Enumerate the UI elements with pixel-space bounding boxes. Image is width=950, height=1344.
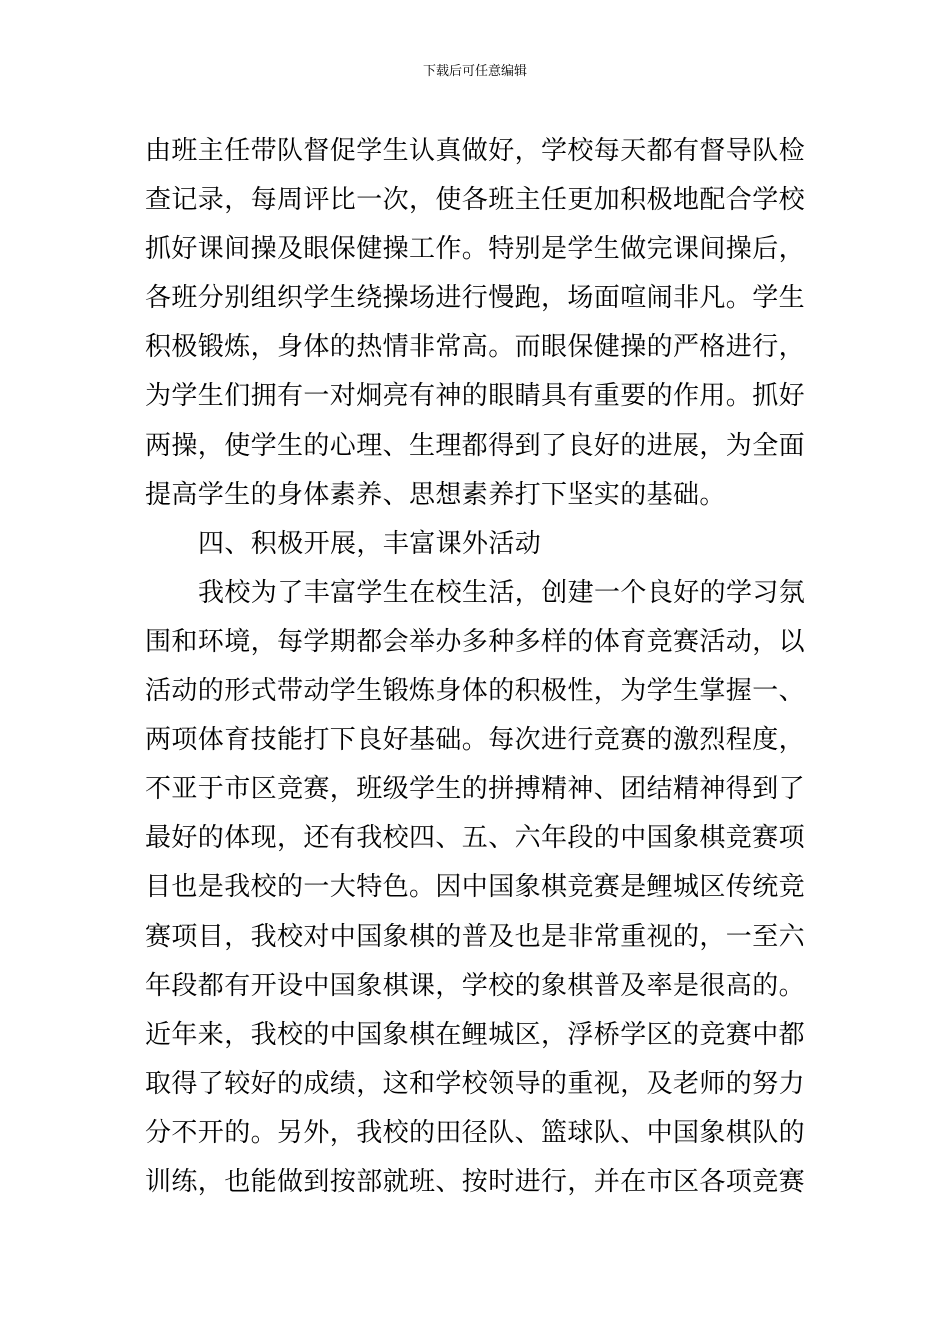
text-line: 查记录，每周评比一次，使各班主任更加积极地配合学校 [145,185,806,216]
page-header: 下载后可任意编辑 [422,64,527,79]
text-line: 两操，使学生的心理、生理都得到了良好的进展，为全面 [145,430,806,461]
text-line: 围和环境，每学期都会举办多种多样的体育竞赛活动，以 [145,626,806,657]
text-line: 由班主任带队督促学生认真做好，学校每天都有督导队检 [145,136,806,166]
text-line: 活动的形式带动学生锻炼身体的积极性，为学生掌握一、 [145,676,806,707]
text-line: 目也是我校的一大特色。因中国象棋竞赛是鲤城区传统竞 [145,872,806,903]
text-line: 提高学生的身体素养、思想素养打下坚实的基础。 [145,479,726,510]
text-line: 为学生们拥有一对炯亮有神的眼睛具有重要的作用。抓好 [145,381,806,412]
text-line: 积极锻炼，身体的热情非常高。而眼保健操的严格进行， [145,332,806,363]
text-line: 年段都有开设中国象棋课，学校的象棋普及率是很高的。 [145,970,806,1001]
text-line: 分不开的。另外，我校的田径队、篮球队、中国象棋队的 [145,1117,806,1148]
text-line: 训练，也能做到按部就班、按时进行，并在市区各项竞赛 [145,1166,806,1197]
text-line: 不亚于市区竞赛，班级学生的拼搏精神、团结精神得到了 [145,774,806,805]
text-line: 抓好课间操及眼保健操工作。特别是学生做完课间操后， [145,234,806,265]
text-line: 两项体育技能打下良好基础。每次进行竞赛的激烈程度， [145,725,806,756]
text-line: 取得了较好的成绩，这和学校领导的重视，及老师的努力 [145,1068,806,1099]
document-body [145,127,845,1207]
text-line: 各班分别组织学生绕操场进行慢跑，场面喧闹非凡。学生 [145,283,806,314]
paragraph-start-line: 我校为了丰富学生在校生活，创建一个良好的学习氛 [198,577,806,608]
section-heading: 四、积极开展，丰富课外活动 [198,528,542,559]
text-line: 赛项目，我校对中国象棋的普及也是非常重视的，一至六 [145,921,806,952]
text-line: 最好的体现，还有我校四、五、六年段的中国象棋竞赛项 [145,823,806,854]
text-line: 近年来，我校的中国象棋在鲤城区，浮桥学区的竞赛中都 [145,1019,806,1050]
